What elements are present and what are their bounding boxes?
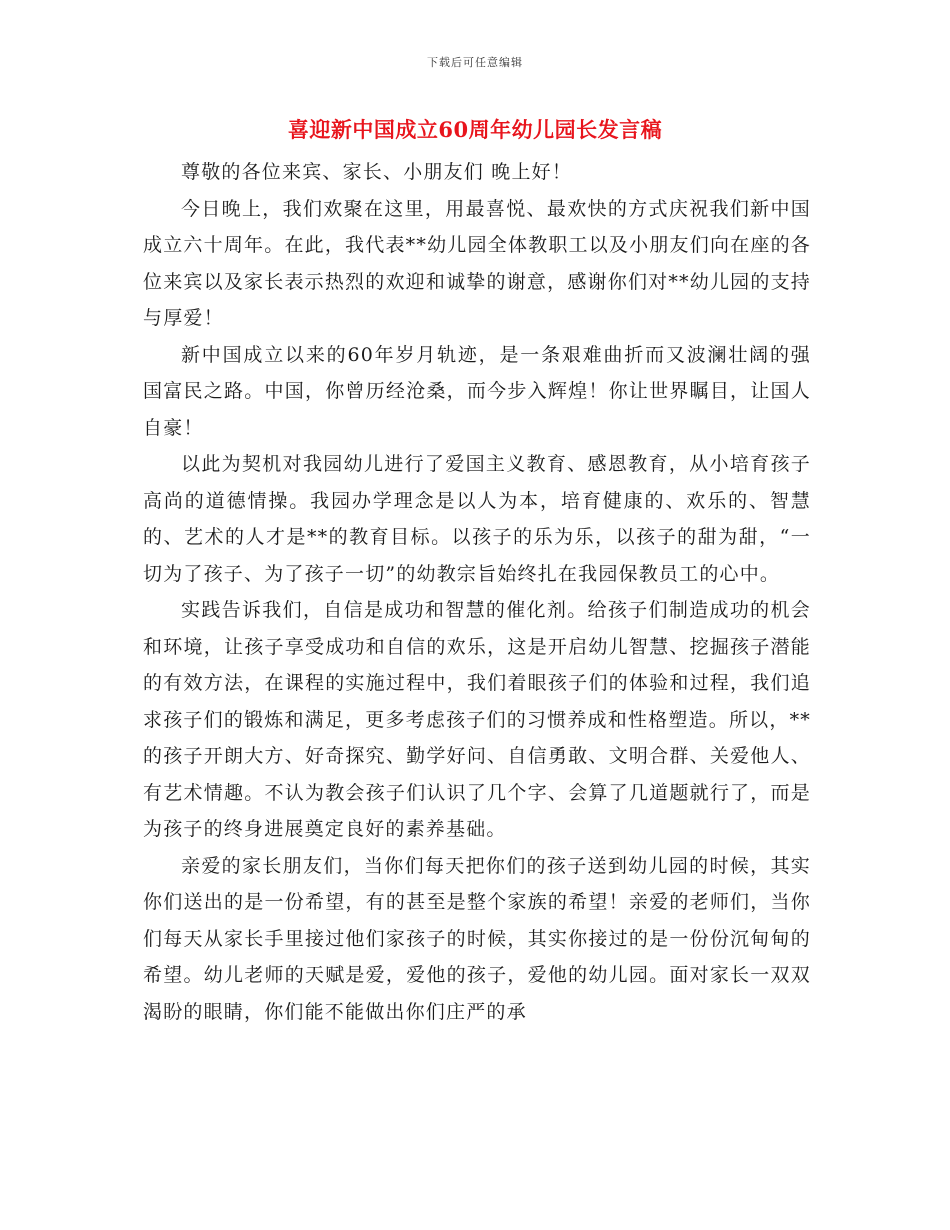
document-body xyxy=(143,154,811,1030)
page-header-note: 下载后可任意编辑 xyxy=(427,56,523,69)
paragraph-parents: 亲爱的家长朋友们，当你们每天把你们的孩子送到幼儿园的时候，其实你们送出的是一份希望，有的甚至是整个家族的希望！亲爱的老师们，当你们每天从家长手里接过他们家孩子的时候，其实你接过的是一份份沉甸甸的希望。幼儿老师的天赋是爱，爱他的孩子，爱他的幼儿园。面对家长一双双渴盼的眼睛，你们能不能做出你们庄严的承 xyxy=(143,854,811,1023)
paragraph-opening: 今日晚上，我们欢聚在这里，用最喜悦、最欢快的方式庆祝我们新中国成立六十周年。在此，我代表**幼儿园全体教职工以及小朋友们向在座的各位来宾以及家长表示热烈的欢迎和诚挚的谢意，感谢你们对**幼儿园的支持与厚爱！ xyxy=(143,197,811,329)
document-title: 喜迎新中国成立60周年幼儿园长发言稿 xyxy=(287,117,663,142)
paragraph-greeting: 尊敬的各位来宾、家长、小朋友们 晚上好！ xyxy=(181,161,573,183)
paragraph-history: 新中国成立以来的60年岁月轨迹，是一条艰难曲折而又波澜壮阔的强国富民之路。中国，你曾历经沧桑，而今步入辉煌！你让世界瞩目，让国人自豪！ xyxy=(143,343,811,439)
paragraph-education: 以此为契机对我园幼儿进行了爱国主义教育、感恩教育，从小培育孩子高尚的道德情操。我园办学理念是以人为本，培育健康的、欢乐的、智慧的、艺术的人才是**的教育目标。以孩子的乐为乐，以孩子的甜为甜，“一切为了孩子、为了孩子一切”的幼教宗旨始终扎在我园保教员工的心中。 xyxy=(143,453,811,585)
paragraph-practice: 实践告诉我们，自信是成功和智慧的催化剂。给孩子们制造成功的机会和环境，让孩子享受成功和自信的欢乐，这是开启幼儿智慧、挖掘孩子潜能的有效方法，在课程的实施过程中，我们着眼孩子们的体验和过程，我们追求孩子们的锻炼和满足，更多考虑孩子们的习惯养成和性格塑造。所以，**的孩子开朗大方、好奇探究、勤学好问、自信勇敢、文明合群、关爱他人、有艺术情趣。不认为教会孩子们认识了几个字、会算了几道题就行了，而是为孩子的终身进展奠定良好的素养基础。 xyxy=(143,599,811,840)
